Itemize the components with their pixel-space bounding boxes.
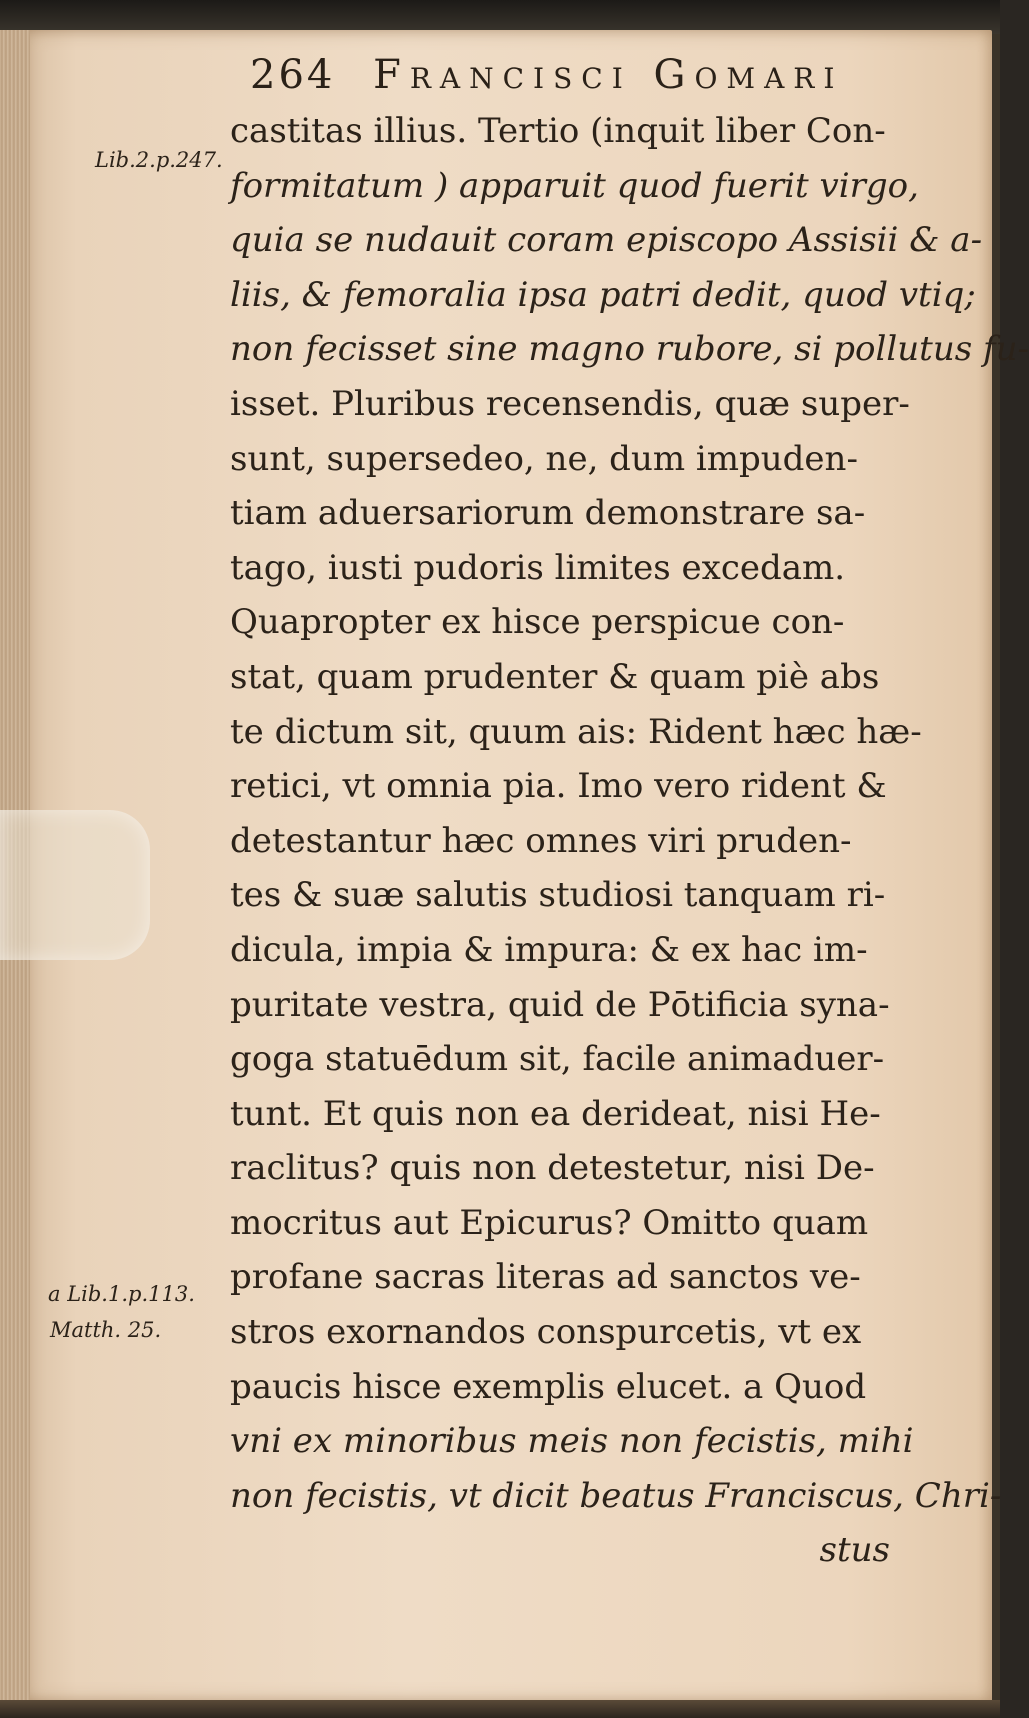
text-line: stat, quam prudenter & quam piè abs xyxy=(230,656,880,697)
book-bottom-edge xyxy=(0,1700,1000,1718)
text-line: Quapropter ex hisce perspicue con- xyxy=(230,602,845,643)
text-line: tes & suæ salutis studiosi tanquam ri- xyxy=(230,875,886,916)
text-line: stros exornandos conspurcetis, vt ex xyxy=(230,1312,862,1353)
bookmark-ribbon xyxy=(0,810,150,960)
running-title: Francisci Gomari xyxy=(373,52,844,98)
text-line: tunt. Et quis non ea derideat, nisi He- xyxy=(230,1093,881,1134)
text-line: formitatum ) apparuit quod fuerit virgo, xyxy=(230,165,919,206)
text-line: paucis hisce exemplis elucet. a Quod xyxy=(230,1366,867,1407)
text-line: profane sacras literas ad sanctos ve- xyxy=(230,1257,861,1298)
text-line: mocritus aut Epicurus? Omitto quam xyxy=(230,1202,869,1243)
text-line: vni ex minoribus meis non fecistis, mihi xyxy=(230,1421,914,1462)
text-line: goga statuēdum sit, facile animaduer- xyxy=(230,1039,885,1080)
text-line: dicula, impia & impura: & ex hac im- xyxy=(230,929,868,970)
text-line: liis, & femoralia ipsa patri dedit, quod vtiq; xyxy=(230,274,976,315)
running-header xyxy=(250,52,910,102)
text-line: tago, iusti pudoris limites excedam. xyxy=(230,547,846,588)
text-line: sunt, supersedeo, ne, dum impuden- xyxy=(230,438,858,479)
text-line: non fecisset sine magno rubore, si pollutus fu- xyxy=(230,329,1029,370)
text-line: castitas illius. Tertio (inquit liber Con- xyxy=(230,111,886,151)
text-line: raclitus? quis non detestetur, nisi De- xyxy=(230,1148,875,1189)
margin-note-lib1: a Lib.1.p.113. xyxy=(48,1282,195,1306)
text-line: non fecistis, vt dicit beatus Franciscus, Chri- xyxy=(230,1475,1002,1516)
body-text xyxy=(230,104,1029,1578)
catchword: stus xyxy=(819,1530,890,1571)
text-line: detestantur hæc omnes viri pruden- xyxy=(230,820,852,861)
book-top-shadow xyxy=(0,0,1000,34)
text-line: puritate vestra, quid de Pōtificia syna- xyxy=(230,984,890,1025)
text-line: te dictum sit, quum ais: Rident hæc hæ- xyxy=(230,711,922,752)
page-number: 264 xyxy=(250,52,336,98)
text-line: retici, vt omnia pia. Imo vero rident & xyxy=(230,766,887,807)
margin-note-matth: Matth. 25. xyxy=(50,1318,162,1342)
text-line: quia se nudauit coram episcopo Assisii & a- xyxy=(230,220,983,261)
text-line: isset. Pluribus recensendis, quæ super- xyxy=(230,383,910,424)
text-line: tiam aduersariorum demonstrare sa- xyxy=(230,493,866,534)
margin-note-lib2: Lib.2.p.247. xyxy=(95,148,223,172)
